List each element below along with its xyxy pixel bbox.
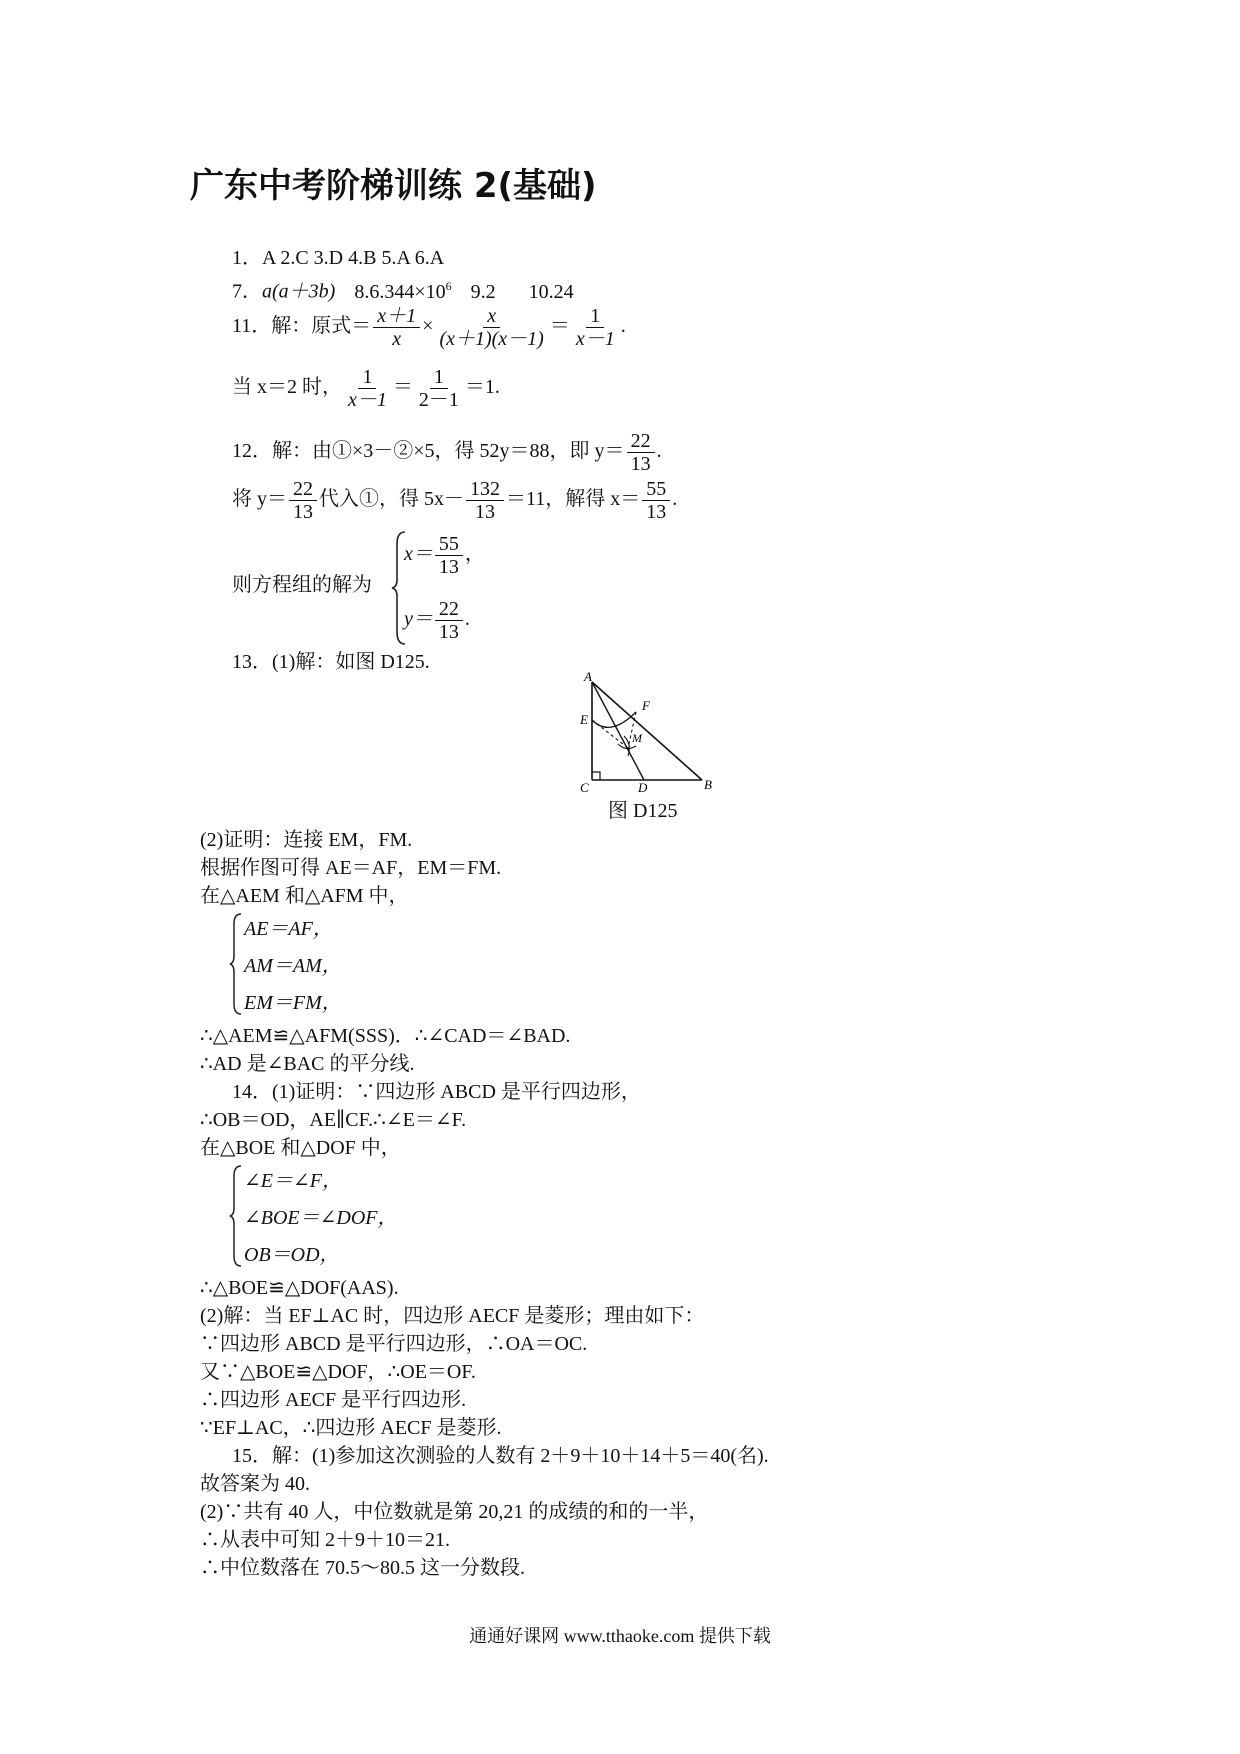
q15-line-4: ∴从表中可知 2＋9＋10＝21.	[200, 1529, 450, 1551]
answers-line-1: 1．A 2.C 3.D 4.B 5.A 6.A	[232, 247, 445, 269]
q12-line-1	[232, 430, 662, 475]
q12-sy-denominator: 13	[438, 621, 459, 643]
side-ab	[592, 682, 702, 780]
label-c: C	[580, 780, 589, 794]
answers-line-7: 7．a(a＋3b) $8.6.344\times 10^6$ 9.2 10.24	[232, 279, 574, 303]
page-footer: 通通好课网 www.tthaoke.com 提供下载	[469, 1626, 771, 1646]
q12-a-denominator: 13	[293, 501, 313, 523]
q11-f2-denominator: (x＋1)(x－1)	[439, 328, 544, 350]
q12-fraction-a	[289, 478, 317, 523]
q13-system-2: AM＝AM，	[244, 955, 342, 977]
q12-b-denominator: 13	[475, 501, 495, 523]
label-m: M	[632, 731, 642, 745]
q12-x-numerator: 55	[435, 533, 463, 556]
q12-c-denominator: 13	[646, 501, 667, 523]
q11-when: 当 x＝2 时，	[232, 376, 342, 399]
right-angle-mark	[592, 772, 600, 780]
q12-a-numerator: 22	[289, 478, 317, 501]
q14-system-3: OB＝OD，	[244, 1244, 340, 1266]
q11-f3-numerator: 1	[586, 305, 604, 328]
q14-system-brace	[228, 1164, 244, 1268]
answer-9: 9.2	[470, 280, 496, 303]
q12-y-prefix: y＝	[404, 608, 433, 631]
q11-g2-denominator: 2－1	[418, 389, 459, 411]
q14-line-9: ∵EF⊥AC，∴四边形 AECF 是菱形.	[200, 1417, 502, 1439]
q15-line-2: 故答案为 40.	[200, 1473, 310, 1495]
q12-line1-text: 12．解：由①×3－②×5，得 52y＝88，即 y＝	[232, 440, 625, 463]
q11-fraction-2	[435, 305, 547, 350]
q14-system-1: ∠E＝∠F，	[244, 1170, 342, 1192]
q12-fraction-c	[642, 478, 670, 523]
q11-prefix: 11．解：原式＝	[232, 315, 372, 338]
q11-g1-numerator: 1	[358, 366, 376, 389]
q11-equals: ＝	[549, 315, 570, 338]
q11-fraction-5	[415, 366, 463, 411]
q15-line-5: ∴中位数落在 70.5～80.5 这一分数段.	[200, 1557, 525, 1579]
q12-x-fraction	[435, 533, 463, 578]
label-a: A	[584, 672, 592, 684]
answer-8: 8.6.344×10	[354, 280, 446, 303]
q12-x-prefix: x＝	[404, 543, 433, 566]
q12-fraction-b	[466, 478, 504, 523]
page-title: 广东中考阶梯训练 2(基础)	[190, 166, 597, 206]
q12-sy-numerator: 22	[435, 598, 463, 621]
q14-line-5: (2)解：当 EF⊥AC 时，四边形 AECF 是菱形；理由如下：	[200, 1305, 705, 1327]
label-d: D	[638, 780, 648, 794]
q14-line-7: 又∵△BOE≌△DOF，∴OE＝OF.	[200, 1361, 476, 1383]
q11-g1-denominator: x－1	[348, 389, 387, 411]
q12-y-denominator: 13	[630, 453, 651, 475]
q15-line-1: 15．解：(1)参加这次测验的人数有 2＋9＋10＋14＋5＝40(名).	[232, 1445, 769, 1467]
q14-line-8: ∴四边形 AECF 是平行四边形.	[200, 1389, 467, 1411]
q12-c-numerator: 55	[642, 478, 670, 501]
q14-line-2: ∴OB＝OD，AE∥CF.∴∠E＝∠F.	[200, 1109, 467, 1131]
q12-x-denominator: 13	[438, 556, 459, 578]
q12-line-2	[232, 478, 677, 523]
label-e: E	[580, 712, 588, 727]
label-f: F	[642, 698, 650, 713]
q13-line-5: ∴AD 是∠BAC 的平分线.	[200, 1053, 415, 1075]
q12-sy-fraction	[435, 598, 463, 643]
q13-line-2: 根据作图可得 AE＝AF，EM＝FM.	[200, 857, 502, 879]
q14-line-4: ∴△BOE≌△DOF(AAS).	[200, 1277, 399, 1299]
q14-system-2: ∠BOE＝∠DOF，	[244, 1207, 398, 1229]
q12-system-x	[404, 533, 485, 578]
q11-fraction-3	[572, 305, 619, 350]
q11-fraction-1	[373, 305, 420, 350]
answer-10: 10.24	[528, 280, 574, 303]
q11-line-2	[232, 366, 500, 411]
q11-f2-numerator: x	[483, 305, 500, 328]
figure-d125	[580, 672, 720, 794]
q11-f3-denominator: x－1	[575, 328, 615, 350]
q11-f1-numerator: x＋1	[373, 305, 420, 328]
q11-dot: .	[620, 315, 626, 338]
q15-line-3: (2)∵共有 40 人，中位数就是第 20,21 的成绩的和的一半，	[200, 1501, 709, 1523]
q14-line-6: ∵四边形 ABCD 是平行四边形，∴OA＝OC.	[200, 1333, 588, 1355]
q11-times: ×	[422, 315, 434, 338]
figure-caption: 图 D125	[608, 800, 678, 822]
answer-7: a(a＋3b)	[262, 280, 336, 303]
q12-line2-mid: 代入①，得 5x－	[319, 488, 464, 511]
q13-part2: (2)证明：连接 EM，FM.	[200, 829, 413, 851]
q12-b-numerator: 132	[466, 478, 504, 501]
q12-line2-mid2: ＝11，解得 x＝	[506, 488, 641, 511]
q11-result: ＝1.	[464, 376, 500, 399]
q11-fraction-4	[344, 366, 391, 411]
q12-y-end: .	[464, 608, 470, 631]
q13-line-3: 在△AEM 和△AFM 中，	[200, 885, 409, 907]
q11-f1-denominator: x	[392, 328, 402, 350]
q14-line-1: 14．(1)证明：∵四边形 ABCD 是平行四边形，	[232, 1081, 641, 1103]
q11-g2-numerator: 1	[430, 366, 448, 389]
q12-x-end: ，	[464, 543, 485, 566]
q13-line-4: ∴△AEM≌△AFM(SSS)．∴∠CAD＝∠BAD.	[200, 1025, 571, 1047]
q13-system-3: EM＝FM，	[244, 992, 342, 1014]
q12-line2-pre: 将 y＝	[232, 488, 287, 511]
q12-fraction-y	[627, 430, 655, 475]
q11-line-1	[232, 305, 626, 350]
label-b: B	[704, 777, 712, 792]
q12-system-label: 则方程组的解为	[232, 574, 372, 596]
q12-y-numerator: 22	[627, 430, 655, 453]
q13-system-brace	[228, 912, 244, 1016]
q13-part1: 13．(1)解：如图 D125.	[232, 651, 430, 673]
answer-8-exponent: 6	[445, 279, 452, 293]
q14-line-3: 在△BOE 和△DOF 中，	[200, 1137, 401, 1159]
q13-system-1: AE＝AF，	[244, 918, 333, 940]
q12-dot: .	[656, 440, 662, 463]
q12-system-y	[404, 598, 470, 643]
q12-dot-2: .	[672, 488, 678, 511]
q11-equals-2: ＝	[392, 376, 413, 399]
segment-em	[592, 720, 628, 748]
